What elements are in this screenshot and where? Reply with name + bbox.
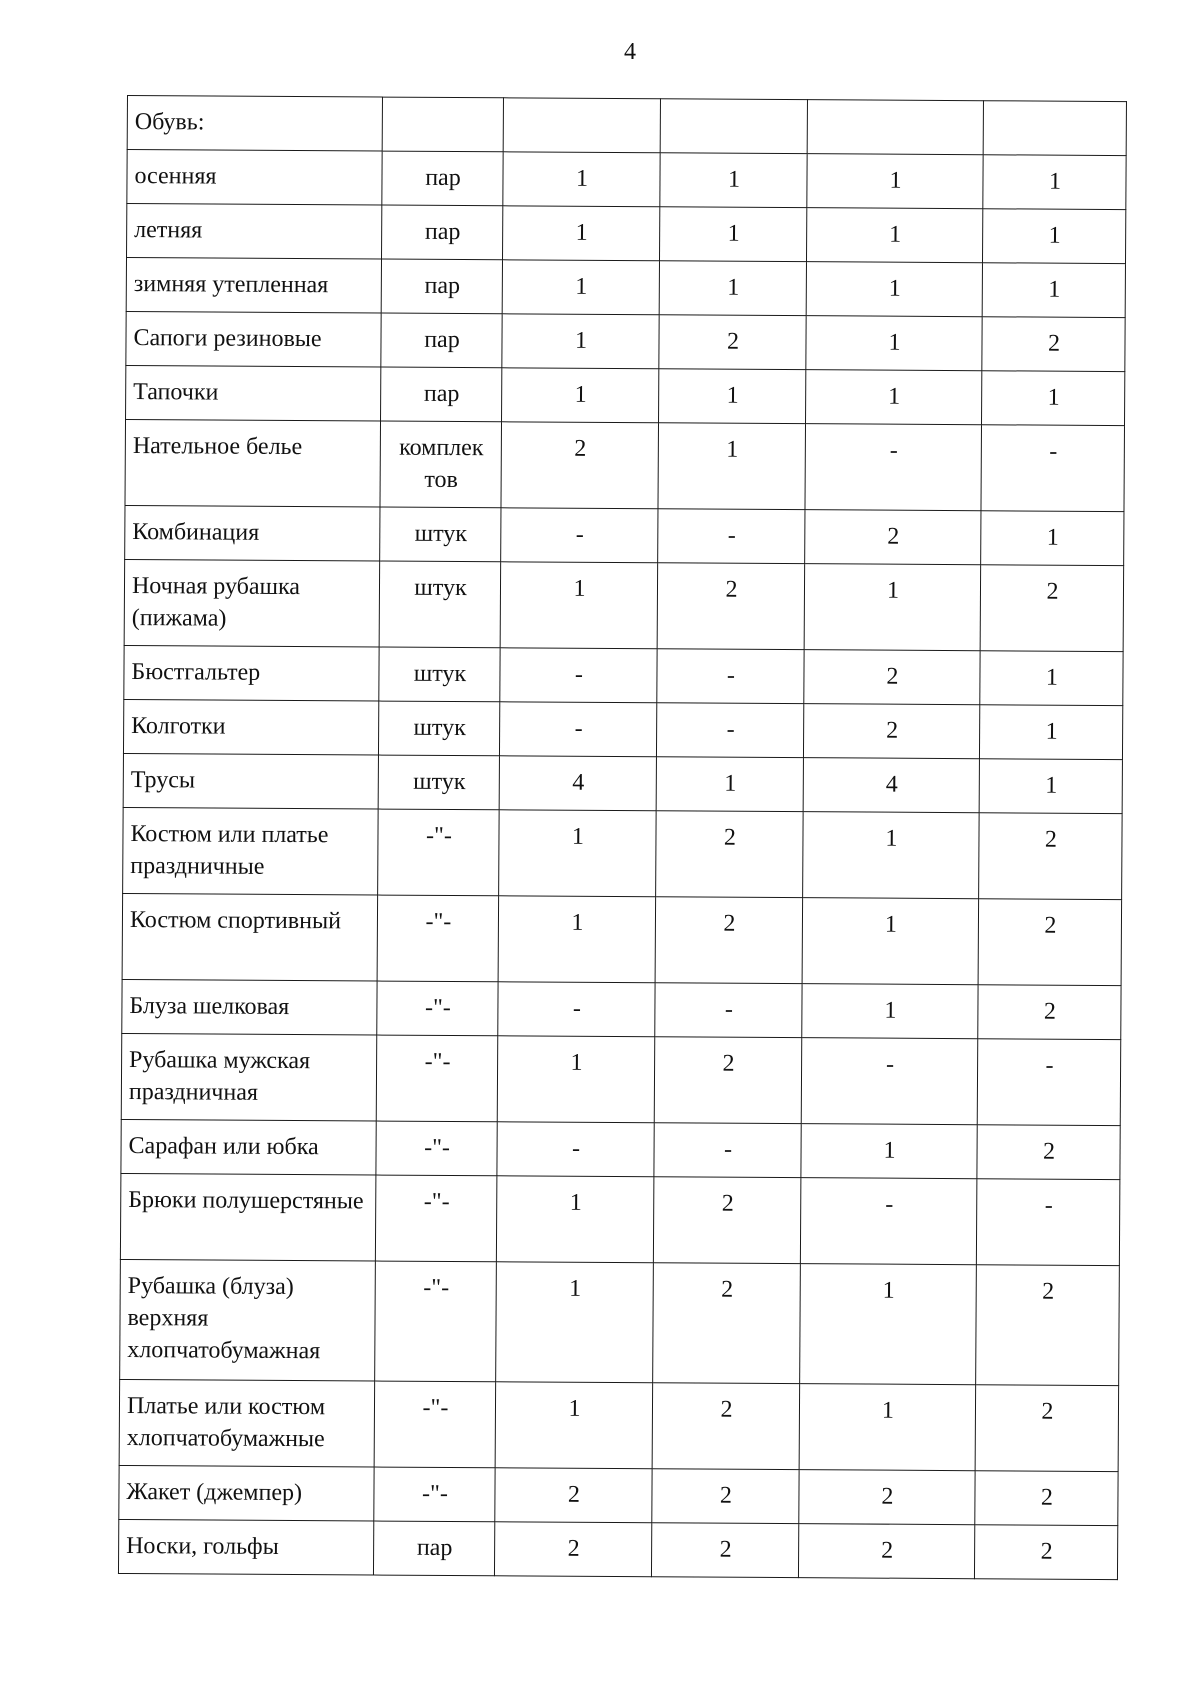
item-value-4: 2 <box>980 565 1124 652</box>
item-value-4: 1 <box>983 155 1126 210</box>
item-value-2: 2 <box>652 1383 800 1470</box>
item-value-1: 1 <box>495 1382 653 1469</box>
clothing-norms-table <box>118 95 1127 1580</box>
item-value-3: 1 <box>806 370 982 425</box>
item-value-1: - <box>497 1122 654 1177</box>
item-name: Брюки полушерстяные <box>120 1173 376 1261</box>
item-unit: -"- <box>377 895 499 982</box>
item-value-3: 1 <box>806 316 982 371</box>
item-unit: -"- <box>378 809 500 896</box>
item-value-3: - <box>801 1038 978 1125</box>
item-value-1: 1 <box>500 562 658 649</box>
item-value-2 <box>660 99 807 154</box>
item-value-1: 1 <box>503 152 660 207</box>
item-name: Блуза шелковая <box>122 979 377 1035</box>
item-value-2: 1 <box>659 369 806 424</box>
item-value-1: 1 <box>502 314 659 369</box>
table-row <box>119 1465 1118 1525</box>
item-value-4: - <box>976 1179 1120 1266</box>
table-row <box>120 1173 1120 1265</box>
item-value-2: - <box>654 1123 801 1178</box>
item-name: Рубашка (блуза) верхняя хлопчатобумажная <box>120 1259 376 1381</box>
item-unit: -"- <box>374 1467 495 1522</box>
item-value-3: 1 <box>802 898 979 985</box>
item-name: осенняя <box>127 150 382 206</box>
item-unit: пар <box>373 1521 494 1576</box>
item-unit: штук <box>380 507 501 562</box>
item-value-4: 1 <box>979 759 1122 814</box>
item-value-3: - <box>805 424 982 511</box>
item-value-4: 2 <box>978 899 1122 986</box>
item-value-4: 2 <box>975 1385 1119 1472</box>
table-row <box>126 258 1125 318</box>
item-unit: -"- <box>376 1035 498 1122</box>
item-unit: пар <box>381 313 502 368</box>
item-name: Рубашка мужская праздничная <box>121 1033 377 1121</box>
item-value-2: 1 <box>659 261 806 316</box>
item-name: Носки, гольфы <box>118 1519 373 1575</box>
item-value-4: 1 <box>982 263 1125 318</box>
item-value-4: 2 <box>975 1471 1118 1526</box>
item-value-4: 2 <box>979 813 1123 900</box>
item-value-1: 1 <box>502 368 659 423</box>
item-value-2: - <box>656 703 803 758</box>
item-name: Костюм или платье праздничные <box>123 807 379 895</box>
table-row <box>127 150 1126 210</box>
table-row <box>121 1033 1121 1125</box>
item-value-2: 2 <box>651 1523 798 1578</box>
item-name: Бюстгальтер <box>124 645 379 701</box>
item-value-2: 2 <box>657 563 805 650</box>
item-name: Тапочки <box>126 365 381 421</box>
item-value-2: 2 <box>652 1469 799 1524</box>
item-value-4: 1 <box>982 371 1125 426</box>
item-value-3: 2 <box>799 1470 975 1525</box>
item-value-2: - <box>655 983 802 1038</box>
item-name: Колготки <box>123 699 378 755</box>
item-value-1: 2 <box>501 422 659 509</box>
item-name: Костюм спортивный <box>122 893 378 981</box>
item-name: Трусы <box>123 753 378 809</box>
table-row <box>126 365 1125 425</box>
item-name: Ночная рубашка (пижама) <box>124 559 380 647</box>
item-unit: комплек тов <box>380 421 502 508</box>
table-row <box>121 1119 1120 1179</box>
item-unit: пар <box>381 259 502 314</box>
item-value-1: 2 <box>494 1522 651 1577</box>
item-value-4: 2 <box>977 1125 1120 1180</box>
item-unit: -"- <box>375 1261 497 1382</box>
item-unit: пар <box>381 367 502 422</box>
item-name: Нательное белье <box>125 419 381 507</box>
item-value-1: 1 <box>496 1176 654 1263</box>
item-name: зимняя утепленная <box>126 258 381 314</box>
item-value-2: 1 <box>659 207 806 262</box>
table-row <box>125 419 1125 511</box>
item-value-1 <box>503 98 660 153</box>
item-unit: штук <box>378 701 499 756</box>
item-value-1: 2 <box>495 1468 652 1523</box>
item-unit: штук <box>379 561 501 648</box>
item-value-1: 1 <box>503 206 660 261</box>
item-name: Платье или костюм хлопчатобумажные <box>119 1379 375 1467</box>
item-value-3: 1 <box>806 262 982 317</box>
item-value-1: - <box>501 508 658 563</box>
item-unit: пар <box>382 205 503 260</box>
item-value-2: 2 <box>659 315 806 370</box>
item-value-4: 1 <box>981 511 1124 566</box>
item-value-2: 1 <box>656 757 803 812</box>
item-value-3: 1 <box>801 1124 977 1179</box>
item-value-3: 1 <box>802 984 978 1039</box>
table-body <box>118 96 1126 1580</box>
item-value-3: 4 <box>803 758 979 813</box>
item-value-4: 1 <box>979 705 1122 760</box>
table-row <box>122 979 1121 1039</box>
table-row <box>120 1259 1120 1385</box>
item-value-4: 2 <box>982 317 1125 372</box>
item-value-4: - <box>977 1039 1121 1126</box>
item-value-1: - <box>499 702 656 757</box>
item-value-2: 2 <box>653 1263 801 1384</box>
table-row <box>124 559 1124 651</box>
item-value-3: 1 <box>800 1264 977 1385</box>
table-row <box>124 645 1123 705</box>
item-name: Обувь: <box>127 96 382 152</box>
page-number: 4 <box>624 39 636 65</box>
item-value-1: 1 <box>499 810 657 897</box>
item-value-4: 2 <box>974 1525 1117 1580</box>
item-value-4 <box>983 101 1126 156</box>
table-row <box>126 311 1125 371</box>
item-unit: штук <box>378 755 499 810</box>
item-value-3: 2 <box>805 510 981 565</box>
item-value-3: 1 <box>806 208 982 263</box>
item-value-2: - <box>658 509 805 564</box>
item-name: Сарафан или юбка <box>121 1119 376 1175</box>
item-value-3: - <box>800 1178 977 1265</box>
item-value-2: 2 <box>655 897 803 984</box>
item-unit: -"- <box>374 1381 496 1468</box>
item-value-3: 2 <box>804 650 980 705</box>
table-row <box>123 753 1122 813</box>
item-unit: -"- <box>375 1175 497 1262</box>
item-value-1: 1 <box>498 896 656 983</box>
item-name: летняя <box>127 204 382 260</box>
table-row <box>123 807 1123 899</box>
item-value-3: 1 <box>804 564 981 651</box>
item-unit: -"- <box>376 1121 497 1176</box>
item-value-1: 1 <box>496 1262 654 1383</box>
table-row <box>119 1379 1119 1471</box>
item-name: Сапоги резиновые <box>126 311 381 367</box>
item-value-2: 2 <box>654 1037 802 1124</box>
item-value-2: 2 <box>653 1177 801 1264</box>
item-value-1: 1 <box>497 1036 655 1123</box>
item-value-3: 2 <box>803 704 979 759</box>
item-value-4: 2 <box>976 1265 1120 1386</box>
table-row <box>118 1519 1117 1579</box>
table-row <box>127 204 1126 264</box>
item-unit: -"- <box>377 981 498 1036</box>
item-value-4: 1 <box>982 209 1125 264</box>
table-row <box>127 96 1126 156</box>
item-value-1: 1 <box>502 260 659 315</box>
item-value-2: 1 <box>660 153 807 208</box>
item-unit: пар <box>382 151 503 206</box>
table-row <box>122 893 1122 985</box>
item-unit: штук <box>379 647 500 702</box>
item-value-3: 1 <box>799 1384 976 1471</box>
item-value-2: 1 <box>658 423 806 510</box>
item-value-3: 1 <box>803 812 980 899</box>
item-name: Жакет (джемпер) <box>119 1465 374 1521</box>
item-value-2: - <box>657 649 804 704</box>
table-row <box>123 699 1122 759</box>
item-value-3 <box>807 100 983 155</box>
item-name: Комбинация <box>125 505 380 561</box>
item-value-1: - <box>500 648 657 703</box>
item-value-3: 2 <box>798 1524 974 1579</box>
item-value-4: 1 <box>980 651 1123 706</box>
item-unit <box>382 97 503 152</box>
table-row <box>125 505 1124 565</box>
item-value-4: 2 <box>978 985 1121 1040</box>
item-value-1: 4 <box>499 756 656 811</box>
item-value-1: - <box>498 982 655 1037</box>
item-value-3: 1 <box>807 154 983 209</box>
item-value-4: - <box>981 425 1125 512</box>
item-value-2: 2 <box>656 811 804 898</box>
